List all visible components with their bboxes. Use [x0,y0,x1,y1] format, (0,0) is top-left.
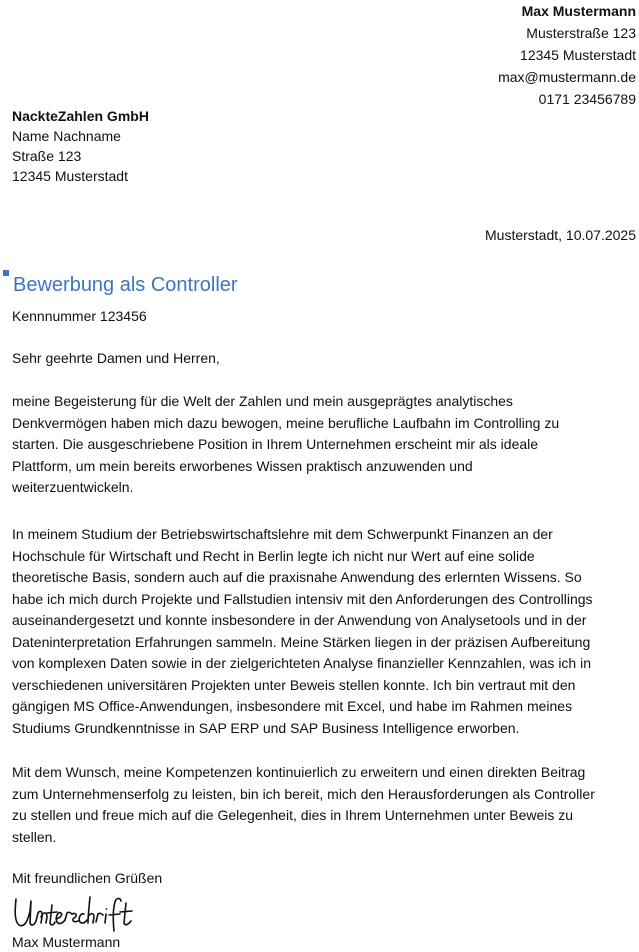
text-line: verschiedenen universitären Projekten unter Beweis stellen konnte. Ich bin vertraut mit den [12,676,576,693]
text-line: Mit dem Wunsch, meine Kompetenzen kontinuierlich zu erweitern und einen direkten Beitrag [12,764,586,780]
signature-name: Max Mustermann [12,934,121,950]
sender-email: max@mustermann.de [498,69,636,85]
closing-phrase: Mit freundlichen Grüßen [12,870,163,886]
recipient-street: Straße 123 [12,148,82,164]
text-line: weiterzuentwickeln. [12,479,134,495]
sender-phone: 0171 23456789 [538,91,636,107]
text-line: Dateninterpretation Erfahrungen sammeln. Meine Stärken liegen in der präzisen Aufbereitung [12,633,591,650]
handwritten-signature [10,893,135,935]
text-line: von komplexen Daten sowie in der zielgerichteten Analyse finanzieller Kennzahlen, was ich in [12,655,591,671]
text-line: Studiums Grundkenntnisse in SAP ERP und SAP Business Intelligence erworben. [12,719,520,736]
sender-street: Musterstraße 123 [526,25,636,41]
text-line: In meinem Studium der Betriebswirtschaftslehre mit dem Schwerpunkt Finanzen an der [12,526,553,542]
body-paragraph-3 [12,762,636,848]
recipient-block [12,106,149,186]
text-line: zu stellen und freue mich auf die Gelegenheit, dies in Ihrem Unternehmen unter Beweis zu [12,807,574,823]
letter-date: Musterstadt, 10.07.2025 [485,227,636,243]
text-line: Denkvermögen haben mich dazu bewogen, meine berufliche Laufbahn im Controlling zu [12,414,560,431]
text-line: meine Begeisterung für die Welt der Zahlen und mein ausgeprägtes analytisches [12,393,513,409]
text-line: auseinandergesetzt und konnte insbesondere in der Anwendung von Analysetools und in der [12,612,587,628]
sender-city: 12345 Musterstadt [520,47,636,63]
text-line: gängigen MS Office-Anwendungen, insbesondere mit Excel, und habe im Rahmen meines [12,698,573,714]
salutation: Sehr geehrte Damen und Herren, [12,350,220,366]
text-line: Hochschule für Wirtschaft und Recht in Berlin legte ich nicht nur Wert auf eine solide [12,547,535,564]
body-paragraph-2 [12,524,636,739]
sender-name: Max Mustermann [521,3,636,19]
text-line: habe ich mich durch Projekte und Fallstudien intensiv mit den Anforderungen des Controllings [12,590,593,607]
subject-marker [3,270,9,276]
recipient-company: NackteZahlen GmbH [12,108,149,124]
text-line: stellen. [12,828,57,845]
text-line: Plattform, um mein bereits erworbenes Wissen praktisch anzuwenden und [12,457,473,474]
text-line: starten. Die ausgeschriebene Position in Ihrem Unternehmen erscheint mir als ideale [12,436,539,452]
letter-subject: Bewerbung als Controller [13,274,238,296]
sender-block [498,0,636,110]
body-paragraph-1 [12,391,636,499]
recipient-city: 12345 Musterstadt [12,168,128,184]
reference-number: Kennnummer 123456 [12,308,147,324]
text-line: theoretische Basis, sondern auch auf die praxisnahe Anwendung des erlernten Wissens. So [12,569,582,585]
text-line: zum Unternehmenserfolg zu leisten, bin ich bereit, mich den Herausforderungen als Controller [12,785,595,802]
recipient-contact: Name Nachname [12,128,121,144]
